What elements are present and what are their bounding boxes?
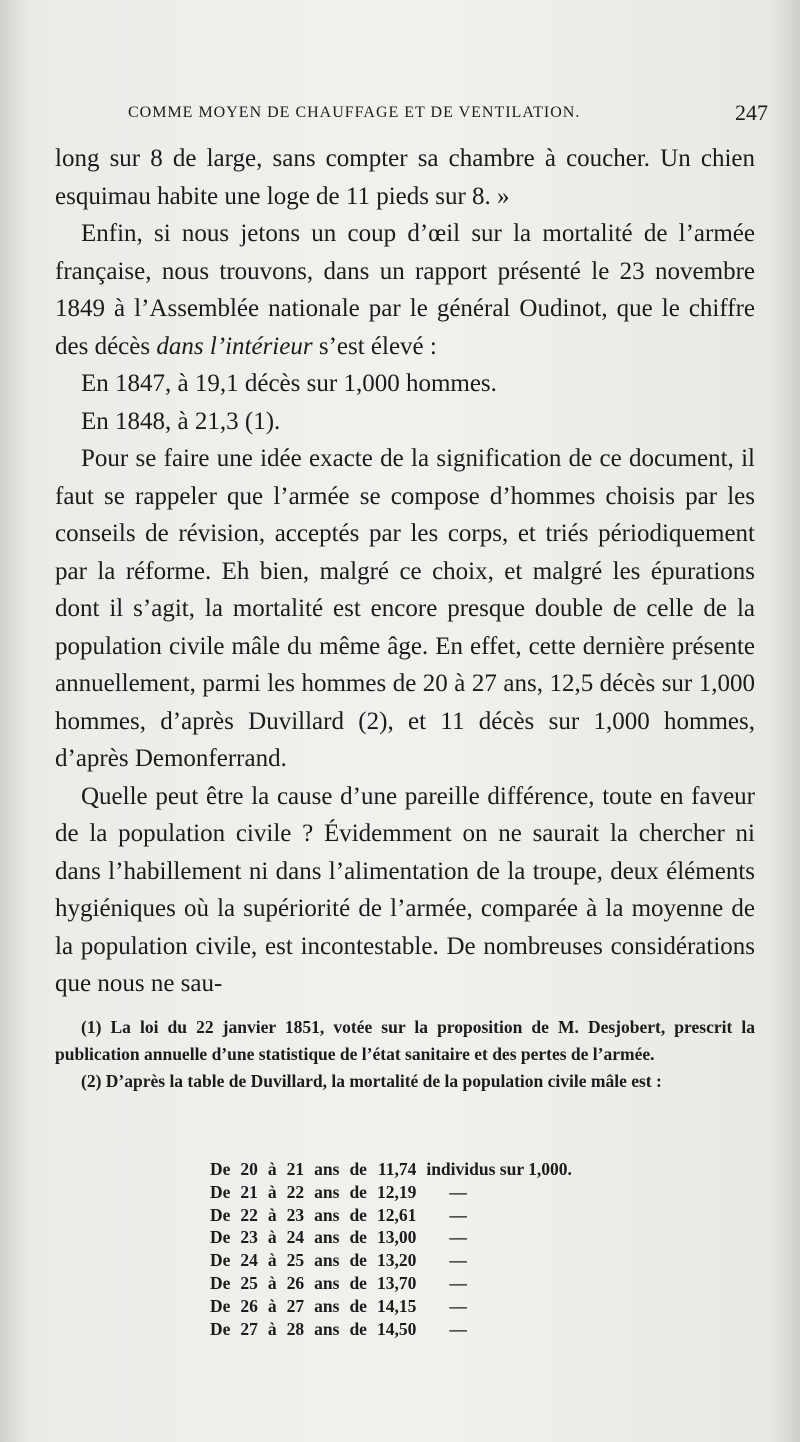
mortality-value: 14,15 — [376, 1295, 417, 1316]
paragraph-text: s’est élevé : — [312, 332, 437, 360]
word-de: De — [210, 1181, 231, 1202]
paragraph-interpretation: Pour se faire une idée exacte de la signification de ce document, il faut se rappeler que l’armée se compose d’hommes choisis par les conseils de révision, acceptés par les corps, et triés périodiquement par la réforme. Eh bien, malgré ce choix, et malgré les épurations dont il s’agit, la mortalité est encore presque double de celle de la population civile mâle du même âge. En effet, cette dernière présente annuellement, parmi les hommes de 20 à 27 ans, 12,5 décès sur 1,000 hommes, d’après Duvillard (2), et 11 décès sur 1,000 hommes, d’après Demonferrand. — [55, 445, 755, 772]
word-de: de — [349, 1227, 367, 1248]
word-de: De — [210, 1204, 231, 1225]
word-ans: ans — [314, 1295, 340, 1316]
word-ans: ans — [314, 1204, 340, 1225]
age-to: 25 — [286, 1250, 305, 1271]
page-header — [128, 100, 768, 132]
word-de: De — [210, 1227, 231, 1248]
word-a: à — [267, 1204, 277, 1225]
unit-text: — — [449, 1227, 467, 1248]
word-ans: ans — [314, 1159, 340, 1179]
word-a: à — [267, 1250, 277, 1271]
age-from: 25 — [240, 1272, 258, 1293]
table-row — [205, 1181, 577, 1204]
word-a: à — [267, 1272, 277, 1293]
age-to: 28 — [286, 1318, 305, 1339]
footnote-2: (2) D’après la table de Duvillard, la mortalité de la population civile mâle est : — [81, 1071, 662, 1091]
word-de: De — [210, 1295, 231, 1316]
mortality-value: 13,20 — [376, 1250, 417, 1271]
word-de: de — [349, 1295, 367, 1316]
age-to: 21 — [286, 1159, 305, 1179]
word-ans: ans — [314, 1318, 340, 1339]
running-head: COMME MOYEN DE CHAUFFAGE ET DE VENTILATION. — [128, 104, 581, 121]
unit-text: — — [449, 1295, 467, 1316]
mortality-table — [205, 1158, 577, 1340]
mortality-table-body — [205, 1158, 577, 1340]
age-from: 24 — [240, 1250, 258, 1271]
mortality-value: 13,00 — [376, 1227, 417, 1248]
word-ans: ans — [314, 1227, 340, 1248]
word-a: à — [267, 1318, 277, 1339]
mortality-value: 14,50 — [376, 1318, 417, 1339]
italic-phrase: dans l’intérieur — [156, 332, 313, 360]
word-de: de — [349, 1272, 367, 1293]
paragraph-continuation: long sur 8 de large, sans compter sa chambre à coucher. Un chien esquimau habite une loge de 11 pieds sur 8. » — [55, 145, 755, 210]
word-a: à — [267, 1181, 277, 1202]
footnotes — [55, 1014, 755, 1095]
table-row — [205, 1272, 577, 1295]
age-to: 23 — [286, 1204, 305, 1225]
word-de: de — [349, 1318, 367, 1339]
unit-text: — — [449, 1204, 467, 1225]
word-ans: ans — [314, 1272, 340, 1293]
mortality-value: 12,61 — [376, 1204, 417, 1225]
table-row — [205, 1318, 577, 1341]
word-a: à — [267, 1227, 277, 1248]
unit-text: — — [449, 1318, 467, 1339]
mortality-value: 12,19 — [376, 1181, 417, 1202]
table-row — [205, 1249, 577, 1272]
table-row — [205, 1204, 577, 1227]
word-de: De — [210, 1318, 231, 1339]
table-row — [205, 1295, 577, 1318]
unit-text: — — [449, 1250, 467, 1271]
word-de: De — [210, 1159, 231, 1179]
page-number: 247 — [735, 100, 768, 125]
body-text — [55, 140, 755, 1003]
word-de: de — [349, 1250, 367, 1271]
word-de: de — [349, 1181, 367, 1202]
word-de: de — [349, 1159, 367, 1179]
statistic-line-1847: En 1847, à 19,1 décès sur 1,000 hommes. — [81, 370, 497, 397]
age-from: 20 — [240, 1159, 258, 1179]
word-de: De — [210, 1272, 231, 1293]
word-de: de — [349, 1204, 367, 1225]
age-from: 23 — [240, 1227, 258, 1248]
word-a: à — [267, 1295, 277, 1316]
unit-text: individus sur 1,000. — [426, 1159, 572, 1179]
footnote-1: (1) La loi du 22 janvier 1851, votée sur la proposition de M. Desjobert, prescrit la publication annuelle d’une statistique de l’état sanitaire et des pertes de l’armée. — [55, 1017, 755, 1064]
age-to: 26 — [286, 1272, 305, 1293]
word-de: De — [210, 1250, 231, 1271]
paragraph-text: Enfin, si nous jetons un coup d’œil sur la mortalité de l’armée française, nous trouvons, dans un rapport présenté le 23 novembre 1849 à l’Assemblée nationale par le général Oudinot, que le chiffre des décès — [55, 220, 755, 360]
age-to: 27 — [286, 1295, 305, 1316]
age-from: 22 — [240, 1204, 258, 1225]
table-row — [205, 1158, 577, 1181]
word-ans: ans — [314, 1250, 340, 1271]
age-to: 22 — [286, 1181, 305, 1202]
mortality-value: 13,70 — [376, 1272, 417, 1293]
age-from: 21 — [240, 1181, 258, 1202]
age-from: 26 — [240, 1295, 258, 1316]
unit-text: — — [449, 1181, 467, 1202]
word-ans: ans — [314, 1181, 340, 1202]
word-a: à — [267, 1159, 277, 1179]
age-to: 24 — [286, 1227, 305, 1248]
unit-text: — — [449, 1272, 467, 1293]
statistic-line-1848: En 1848, à 21,3 (1). — [81, 407, 281, 435]
mortality-value: 11,74 — [377, 1159, 417, 1179]
paragraph-army-mortality — [55, 215, 755, 365]
paragraph-cause: Quelle peut être la cause d’une pareille différence, toute en faveur de la population civile ? Évidemment on ne saurait la chercher ni dans l’habillement ni dans l’alimentation de la troupe, deux éléments hygiéniques où la supériorité de l’armée, comparée à la moyenne de la population civile, est incontestable. De nombreuses considérations que nous ne sau- — [55, 782, 755, 997]
table-row — [205, 1226, 577, 1249]
age-from: 27 — [240, 1318, 258, 1339]
